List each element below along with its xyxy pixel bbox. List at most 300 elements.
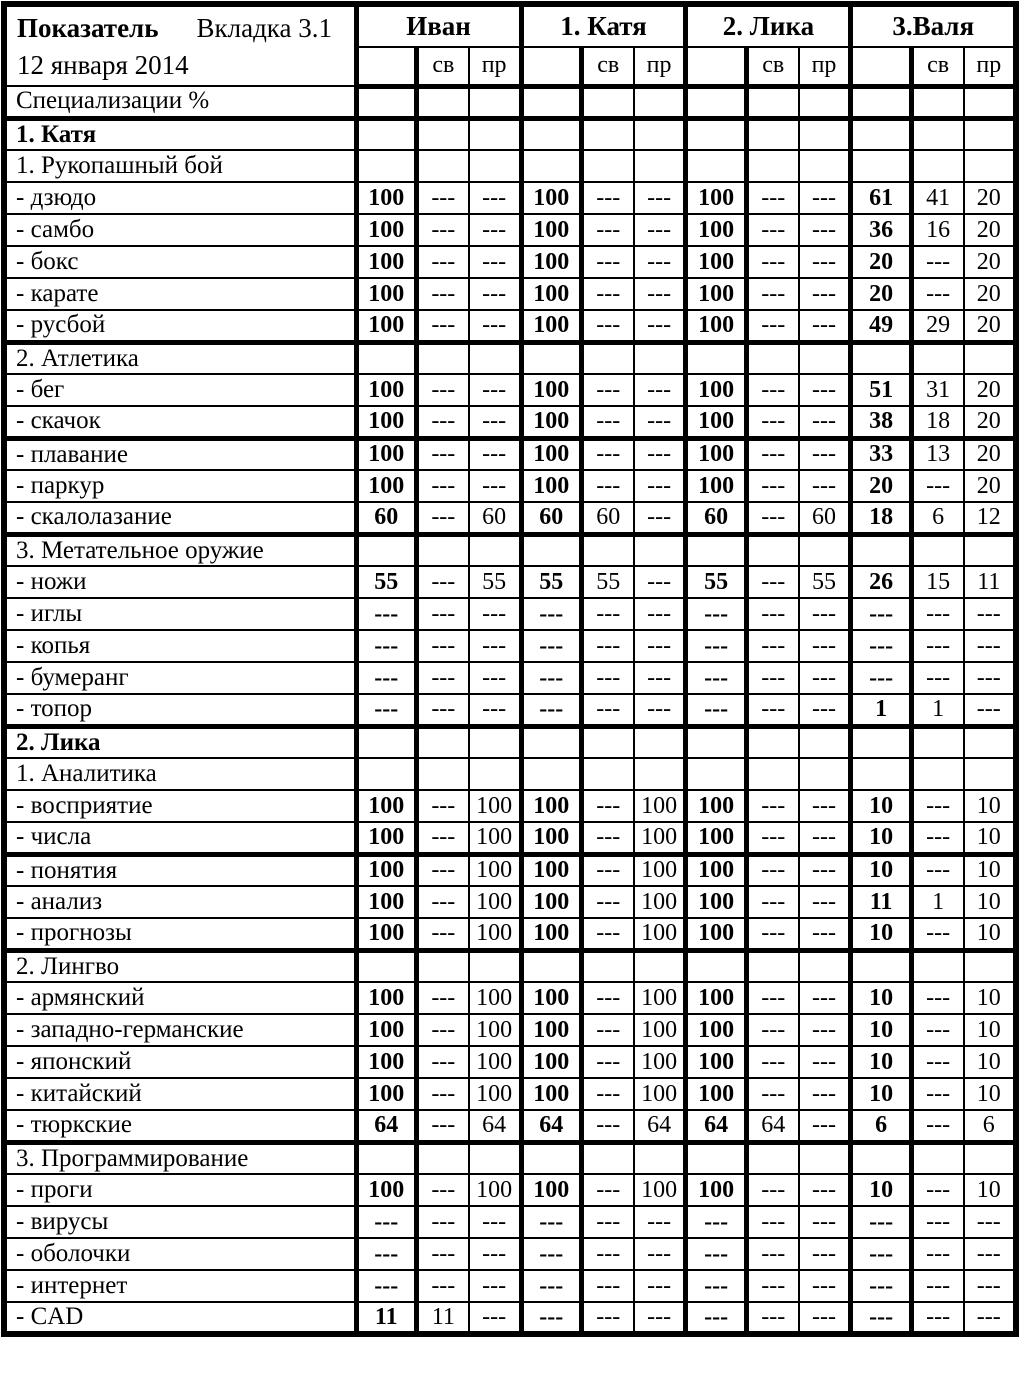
- value-cell: ---: [416, 630, 468, 662]
- value-cell: ---: [799, 1110, 851, 1142]
- value-cell: [799, 534, 851, 566]
- data-row: [4, 438, 1016, 470]
- value-cell: 100: [521, 790, 581, 822]
- value-cell: ---: [799, 982, 851, 1014]
- value-cell: 100: [521, 854, 581, 886]
- value-cell: [581, 342, 633, 374]
- value-cell: [521, 758, 581, 790]
- value-cell: [911, 726, 963, 758]
- value-cell: 20: [964, 406, 1016, 438]
- row-label: 1. Рукопашный бой: [4, 150, 356, 182]
- value-cell: ---: [964, 598, 1016, 630]
- table-header: [4, 4, 1016, 86]
- value-cell: 100: [356, 982, 416, 1014]
- value-cell: ---: [521, 1270, 581, 1302]
- value-cell: ---: [581, 1206, 633, 1238]
- value-cell: ---: [416, 502, 468, 534]
- subsection-row: [4, 1142, 1016, 1174]
- value-cell: 100: [356, 790, 416, 822]
- value-cell: 100: [356, 182, 416, 214]
- value-cell: [964, 1142, 1016, 1174]
- row-label: - плавание: [4, 438, 356, 470]
- row-label: - числа: [4, 822, 356, 854]
- value-cell: [799, 86, 851, 118]
- value-cell: [634, 726, 686, 758]
- row-label: Специализации %: [4, 86, 356, 118]
- value-cell: 100: [356, 246, 416, 278]
- group-header-lika: 2. Лика: [686, 4, 851, 47]
- data-row: [4, 822, 1016, 854]
- value-cell: 100: [521, 1078, 581, 1110]
- subheader-pr: пр: [799, 47, 851, 86]
- value-cell: ---: [416, 982, 468, 1014]
- value-cell: [911, 758, 963, 790]
- value-cell: [686, 86, 746, 118]
- value-cell: ---: [911, 246, 963, 278]
- value-cell: ---: [634, 598, 686, 630]
- value-cell: ---: [521, 1206, 581, 1238]
- value-cell: 10: [851, 1046, 911, 1078]
- value-cell: 55: [581, 566, 633, 598]
- value-cell: 100: [686, 854, 746, 886]
- value-cell: ---: [469, 470, 521, 502]
- value-cell: ---: [686, 630, 746, 662]
- value-cell: 100: [634, 790, 686, 822]
- value-cell: ---: [581, 598, 633, 630]
- value-cell: 100: [521, 1174, 581, 1206]
- value-cell: ---: [746, 246, 798, 278]
- value-cell: [851, 342, 911, 374]
- value-cell: 64: [746, 1110, 798, 1142]
- value-cell: ---: [799, 1238, 851, 1270]
- subheader-pr: пр: [964, 47, 1016, 86]
- subsection-row: [4, 150, 1016, 182]
- value-cell: ---: [964, 694, 1016, 726]
- value-cell: ---: [746, 598, 798, 630]
- value-cell: 100: [469, 1078, 521, 1110]
- value-cell: 100: [521, 822, 581, 854]
- subheader-pr: пр: [634, 47, 686, 86]
- value-cell: 100: [469, 1014, 521, 1046]
- value-cell: [799, 118, 851, 150]
- value-cell: ---: [416, 1270, 468, 1302]
- group-header-valya: 3.Валя: [851, 4, 1016, 47]
- value-cell: ---: [799, 1014, 851, 1046]
- value-cell: 29: [911, 310, 963, 342]
- value-cell: 10: [851, 1174, 911, 1206]
- value-cell: [469, 342, 521, 374]
- value-cell: [799, 758, 851, 790]
- value-cell: ---: [469, 662, 521, 694]
- value-cell: ---: [746, 854, 798, 886]
- value-cell: [686, 150, 746, 182]
- value-cell: 100: [356, 438, 416, 470]
- value-cell: ---: [964, 630, 1016, 662]
- row-label: - прогнозы: [4, 918, 356, 950]
- value-cell: ---: [416, 1206, 468, 1238]
- value-cell: 55: [356, 566, 416, 598]
- value-cell: [686, 342, 746, 374]
- value-cell: ---: [799, 310, 851, 342]
- row-label: 1. Катя: [4, 118, 356, 150]
- value-cell: 100: [521, 278, 581, 310]
- value-cell: ---: [581, 630, 633, 662]
- row-label: - западно-германские: [4, 1014, 356, 1046]
- data-row: [4, 502, 1016, 534]
- value-cell: ---: [356, 662, 416, 694]
- value-cell: ---: [416, 1014, 468, 1046]
- value-cell: 100: [356, 918, 416, 950]
- value-cell: 100: [686, 886, 746, 918]
- table-title: Показатель: [17, 13, 159, 43]
- value-cell: [469, 118, 521, 150]
- value-cell: ---: [911, 598, 963, 630]
- value-cell: 10: [964, 918, 1016, 950]
- value-cell: ---: [416, 886, 468, 918]
- value-cell: [911, 86, 963, 118]
- value-cell: ---: [416, 822, 468, 854]
- value-cell: [964, 150, 1016, 182]
- data-row: [4, 1046, 1016, 1078]
- value-cell: 10: [851, 1078, 911, 1110]
- value-cell: ---: [416, 854, 468, 886]
- value-cell: ---: [634, 214, 686, 246]
- value-cell: 100: [634, 1174, 686, 1206]
- value-cell: [799, 1142, 851, 1174]
- value-cell: ---: [521, 630, 581, 662]
- value-cell: [799, 342, 851, 374]
- row-label: - вирусы: [4, 1206, 356, 1238]
- value-cell: ---: [911, 1078, 963, 1110]
- value-cell: 10: [964, 1014, 1016, 1046]
- value-cell: ---: [964, 1302, 1016, 1334]
- value-cell: 18: [851, 502, 911, 534]
- value-cell: ---: [686, 694, 746, 726]
- row-label: 1. Аналитика: [4, 758, 356, 790]
- value-cell: ---: [746, 790, 798, 822]
- value-cell: ---: [911, 1174, 963, 1206]
- value-cell: 20: [964, 182, 1016, 214]
- data-row: [4, 598, 1016, 630]
- value-cell: 100: [356, 1078, 416, 1110]
- value-cell: 64: [686, 1110, 746, 1142]
- subsection-row: [4, 950, 1016, 982]
- value-cell: [686, 726, 746, 758]
- value-cell: 100: [469, 790, 521, 822]
- value-cell: ---: [686, 1302, 746, 1334]
- value-cell: 20: [964, 310, 1016, 342]
- value-cell: 1: [851, 694, 911, 726]
- value-cell: ---: [416, 246, 468, 278]
- value-cell: ---: [356, 1206, 416, 1238]
- value-cell: [416, 342, 468, 374]
- value-cell: ---: [416, 566, 468, 598]
- value-cell: 55: [469, 566, 521, 598]
- value-cell: [634, 150, 686, 182]
- value-cell: 100: [686, 310, 746, 342]
- row-label: - интернет: [4, 1270, 356, 1302]
- value-cell: ---: [416, 918, 468, 950]
- value-cell: ---: [799, 822, 851, 854]
- value-cell: ---: [799, 886, 851, 918]
- value-cell: ---: [746, 1174, 798, 1206]
- value-cell: ---: [911, 470, 963, 502]
- data-row: [4, 278, 1016, 310]
- value-cell: [416, 86, 468, 118]
- value-cell: ---: [356, 1270, 416, 1302]
- value-cell: ---: [746, 438, 798, 470]
- row-label: - CAD: [4, 1302, 356, 1334]
- value-cell: [356, 118, 416, 150]
- value-cell: 100: [521, 982, 581, 1014]
- value-cell: [746, 758, 798, 790]
- value-cell: 55: [521, 566, 581, 598]
- data-row: [4, 470, 1016, 502]
- value-cell: ---: [746, 982, 798, 1014]
- value-cell: 11: [356, 1302, 416, 1334]
- value-cell: 20: [964, 438, 1016, 470]
- value-cell: 10: [851, 918, 911, 950]
- value-cell: 100: [686, 1174, 746, 1206]
- data-row: [4, 1206, 1016, 1238]
- row-label: - бокс: [4, 246, 356, 278]
- value-cell: [521, 534, 581, 566]
- value-cell: ---: [416, 406, 468, 438]
- value-cell: ---: [521, 1238, 581, 1270]
- value-cell: ---: [851, 598, 911, 630]
- value-cell: ---: [911, 630, 963, 662]
- value-cell: ---: [799, 1174, 851, 1206]
- value-cell: [469, 950, 521, 982]
- value-cell: ---: [746, 566, 798, 598]
- value-cell: 100: [469, 854, 521, 886]
- value-cell: 100: [521, 470, 581, 502]
- value-cell: ---: [634, 1302, 686, 1334]
- data-row: [4, 694, 1016, 726]
- value-cell: ---: [851, 1270, 911, 1302]
- data-row: [4, 790, 1016, 822]
- value-cell: 11: [964, 566, 1016, 598]
- value-cell: ---: [416, 694, 468, 726]
- subsection-row: [4, 534, 1016, 566]
- data-row: [4, 1110, 1016, 1142]
- value-cell: ---: [416, 1078, 468, 1110]
- value-cell: 100: [356, 822, 416, 854]
- value-cell: ---: [634, 310, 686, 342]
- value-cell: ---: [521, 1302, 581, 1334]
- group-header-katya: 1. Катя: [521, 4, 686, 47]
- row-label: - тюркские: [4, 1110, 356, 1142]
- value-cell: ---: [799, 246, 851, 278]
- value-cell: [634, 118, 686, 150]
- value-cell: [416, 534, 468, 566]
- value-cell: 41: [911, 182, 963, 214]
- value-cell: ---: [469, 374, 521, 406]
- value-cell: [964, 534, 1016, 566]
- data-row: [4, 918, 1016, 950]
- value-cell: 100: [634, 1078, 686, 1110]
- page: [0, 1, 1020, 1337]
- value-cell: ---: [581, 406, 633, 438]
- value-cell: 100: [356, 406, 416, 438]
- value-cell: ---: [746, 1238, 798, 1270]
- value-cell: ---: [911, 1206, 963, 1238]
- value-cell: ---: [634, 1270, 686, 1302]
- value-cell: [851, 118, 911, 150]
- value-cell: ---: [469, 406, 521, 438]
- value-cell: ---: [746, 1014, 798, 1046]
- value-cell: 100: [686, 1078, 746, 1110]
- value-cell: 100: [686, 278, 746, 310]
- value-cell: [356, 150, 416, 182]
- data-row: [4, 1270, 1016, 1302]
- value-cell: ---: [416, 1174, 468, 1206]
- value-cell: [416, 758, 468, 790]
- value-cell: ---: [356, 694, 416, 726]
- value-cell: ---: [686, 1270, 746, 1302]
- value-cell: 100: [634, 1014, 686, 1046]
- row-label: - бег: [4, 374, 356, 406]
- value-cell: [521, 86, 581, 118]
- value-cell: [356, 86, 416, 118]
- value-cell: [581, 86, 633, 118]
- row-label: - оболочки: [4, 1238, 356, 1270]
- value-cell: ---: [964, 1270, 1016, 1302]
- value-cell: 60: [356, 502, 416, 534]
- value-cell: ---: [634, 182, 686, 214]
- value-cell: [746, 86, 798, 118]
- value-cell: 1: [911, 886, 963, 918]
- value-cell: 51: [851, 374, 911, 406]
- value-cell: ---: [911, 1046, 963, 1078]
- value-cell: ---: [964, 1238, 1016, 1270]
- value-cell: 31: [911, 374, 963, 406]
- value-cell: [416, 118, 468, 150]
- value-cell: ---: [416, 1046, 468, 1078]
- value-cell: 100: [356, 886, 416, 918]
- value-cell: [851, 950, 911, 982]
- value-cell: ---: [799, 790, 851, 822]
- value-cell: ---: [686, 1238, 746, 1270]
- value-cell: ---: [416, 662, 468, 694]
- value-cell: 10: [851, 790, 911, 822]
- value-cell: ---: [799, 1270, 851, 1302]
- value-cell: 100: [686, 1014, 746, 1046]
- value-cell: ---: [416, 310, 468, 342]
- value-cell: ---: [469, 1206, 521, 1238]
- value-cell: [911, 342, 963, 374]
- value-cell: 100: [686, 374, 746, 406]
- value-cell: 26: [851, 566, 911, 598]
- value-cell: [416, 150, 468, 182]
- value-cell: [911, 118, 963, 150]
- value-cell: [521, 342, 581, 374]
- value-cell: ---: [911, 854, 963, 886]
- value-cell: [416, 726, 468, 758]
- value-cell: [964, 86, 1016, 118]
- data-row: [4, 182, 1016, 214]
- value-cell: 10: [964, 854, 1016, 886]
- value-cell: ---: [634, 662, 686, 694]
- value-cell: [686, 534, 746, 566]
- value-cell: ---: [581, 1238, 633, 1270]
- value-cell: 100: [521, 918, 581, 950]
- value-cell: 10: [964, 1046, 1016, 1078]
- value-cell: ---: [911, 1270, 963, 1302]
- value-cell: 100: [634, 822, 686, 854]
- value-cell: [964, 950, 1016, 982]
- row-label: - иглы: [4, 598, 356, 630]
- row-label: - топор: [4, 694, 356, 726]
- data-row: [4, 310, 1016, 342]
- value-cell: [581, 726, 633, 758]
- row-label: - скачок: [4, 406, 356, 438]
- value-cell: 10: [964, 982, 1016, 1014]
- value-cell: [911, 950, 963, 982]
- value-cell: ---: [799, 470, 851, 502]
- data-row: [4, 566, 1016, 598]
- value-cell: ---: [581, 982, 633, 1014]
- value-cell: 64: [469, 1110, 521, 1142]
- value-cell: [634, 534, 686, 566]
- value-cell: ---: [799, 182, 851, 214]
- value-cell: 100: [686, 918, 746, 950]
- value-cell: ---: [581, 790, 633, 822]
- value-cell: ---: [746, 1206, 798, 1238]
- value-cell: 6: [851, 1110, 911, 1142]
- value-cell: ---: [581, 1110, 633, 1142]
- value-cell: [851, 150, 911, 182]
- value-cell: ---: [581, 438, 633, 470]
- value-cell: 10: [964, 886, 1016, 918]
- value-cell: ---: [581, 1046, 633, 1078]
- value-cell: ---: [469, 182, 521, 214]
- value-cell: 64: [521, 1110, 581, 1142]
- value-cell: 60: [521, 502, 581, 534]
- value-cell: ---: [469, 246, 521, 278]
- value-cell: 100: [469, 1174, 521, 1206]
- data-row: [4, 630, 1016, 662]
- value-cell: ---: [469, 1270, 521, 1302]
- value-cell: ---: [746, 822, 798, 854]
- value-cell: 100: [521, 438, 581, 470]
- row-label: 2. Лингво: [4, 950, 356, 982]
- value-cell: 33: [851, 438, 911, 470]
- value-cell: 100: [469, 822, 521, 854]
- value-cell: 20: [851, 278, 911, 310]
- value-cell: [911, 150, 963, 182]
- value-cell: [634, 86, 686, 118]
- value-cell: 11: [416, 1302, 468, 1334]
- value-cell: 10: [964, 822, 1016, 854]
- row-label: - паркур: [4, 470, 356, 502]
- value-cell: [581, 150, 633, 182]
- value-cell: ---: [746, 662, 798, 694]
- value-cell: 38: [851, 406, 911, 438]
- value-cell: 100: [521, 1046, 581, 1078]
- section-row: [4, 118, 1016, 150]
- value-cell: 64: [634, 1110, 686, 1142]
- value-cell: [356, 950, 416, 982]
- value-cell: 36: [851, 214, 911, 246]
- value-cell: ---: [581, 374, 633, 406]
- value-cell: 49: [851, 310, 911, 342]
- row-label: - самбо: [4, 214, 356, 246]
- value-cell: 100: [521, 214, 581, 246]
- subheader-pr: пр: [469, 47, 521, 86]
- value-cell: 10: [851, 1014, 911, 1046]
- value-cell: [746, 342, 798, 374]
